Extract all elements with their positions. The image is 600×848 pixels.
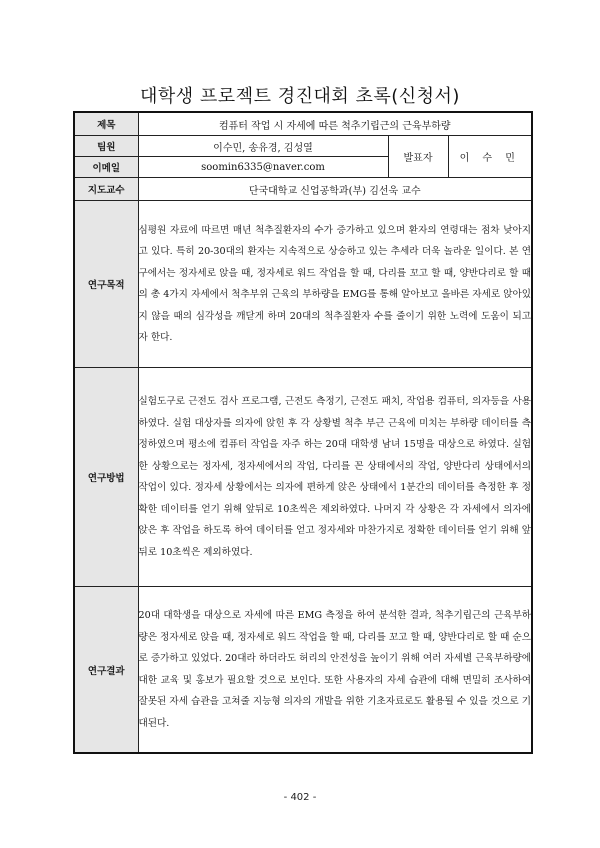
result-label: 연구결과: [74, 587, 138, 754]
purpose-row: [74, 201, 532, 368]
method-label: 연구방법: [74, 368, 138, 587]
presenter-label: 발표자: [388, 136, 448, 178]
method-row: [74, 368, 532, 587]
advisor-label: 지도교수: [74, 178, 138, 201]
subject-value: 컴퓨터 작업 시 자세에 따른 척추기립근의 근육부하량: [138, 112, 532, 136]
result-text: 20대 대학생을 대상으로 자세에 따른 EMG 측정을 하여 분석한 결과, 척추기립근의 근육부하량은 정자세로 앉을 때, 정자세로 워드 작업을 할 때, 다리를 꼬고 할 때, 양반다리로 할 때 순으로 증가하고 있었다. 20대라 하더라도 허리의 안전성을 높이기 위해 여러 자세별 근육부하량에 대한 교육 및 홍보가 필요할 것으로 보인다. 또한 사용자의 자세 습관에 대해 면밀히 조사하여 잘못된 자세 습관을 고쳐줄 지능형 의자의 개발을 위한 기초자료로도 활용될 수 있을 것으로 기대된다.: [138, 587, 532, 754]
team-label: 팀원: [74, 136, 138, 157]
purpose-text: 심평원 자료에 따르면 매년 척추질환자의 수가 증가하고 있으며 환자의 연령대는 점차 낮아지고 있다. 특히 20-30대의 환자는 지속적으로 상승하고 있는 추세라 더욱 놀라운 일이다. 본 연구에서는 정자세로 앉을 때, 정자세로 워드 작업을 할 때, 다리를 꼬고 할 때, 양반다리로 할 때의 총 4가지 자세에서 척추부위 근육의 부하량을 EMG를 통해 알아보고 올바른 자세로 앉아있지 않을 때의 심각성을 깨닫게 하며 20대의 척추질환자 수를 줄이기 위한 노력에 도움이 되고자 한다.: [138, 201, 532, 368]
page-title: 대학생 프로젝트 경진대회 초록(신청서): [140, 86, 460, 107]
method-text: 실험도구로 근전도 검사 프로그램, 근전도 측정기, 근전도 패치, 작업용 컴퓨터, 의자등을 사용하였다. 실험 대상자를 의자에 앉힌 후 각 상황별 척추 부근 근육에 미치는 부하량 데이터를 측정하였으며 평소에 컴퓨터 작업을 자주 하는 20대 대학생 남녀 15명을 대상으로 하였다. 실험한 상황으로는 정자세, 정자세에서의 작업, 다리를 꼰 상태에서의 작업, 양반다리 상태에서의 작업이 있다. 정자세 상황에서는 의자에 편하게 앉은 상태에서 1분간의 데이터를 측정한 후 정확한 데이터를 얻기 위해 앞뒤로 10초씩은 제외하였다. 나머지 각 상황은 각 자세에서 의자에 앉은 후 작업을 하도록 하여 데이터를 얻고 정자세와 마찬가지로 정확한 데이터를 얻기 위해 앞뒤로 10초씩은 제외하였다.: [138, 368, 532, 587]
presenter-value: 이 수 민: [448, 136, 532, 178]
email-label: 이메일: [74, 157, 138, 178]
subject-label: 제목: [74, 112, 138, 136]
advisor-value: 단국대학교 신업공학과(부) 김선욱 교수: [138, 178, 532, 201]
team-value: 이수민, 송유경, 김성열: [138, 136, 388, 157]
abstract-form-table: [73, 111, 533, 754]
email-value: soomin6335@naver.com: [138, 157, 388, 178]
advisor-row: [74, 178, 532, 201]
team-row: [74, 136, 532, 157]
result-row: [74, 587, 532, 754]
purpose-label: 연구목적: [74, 201, 138, 368]
page-number: - 402 -: [283, 792, 317, 803]
subject-row: [74, 112, 532, 136]
